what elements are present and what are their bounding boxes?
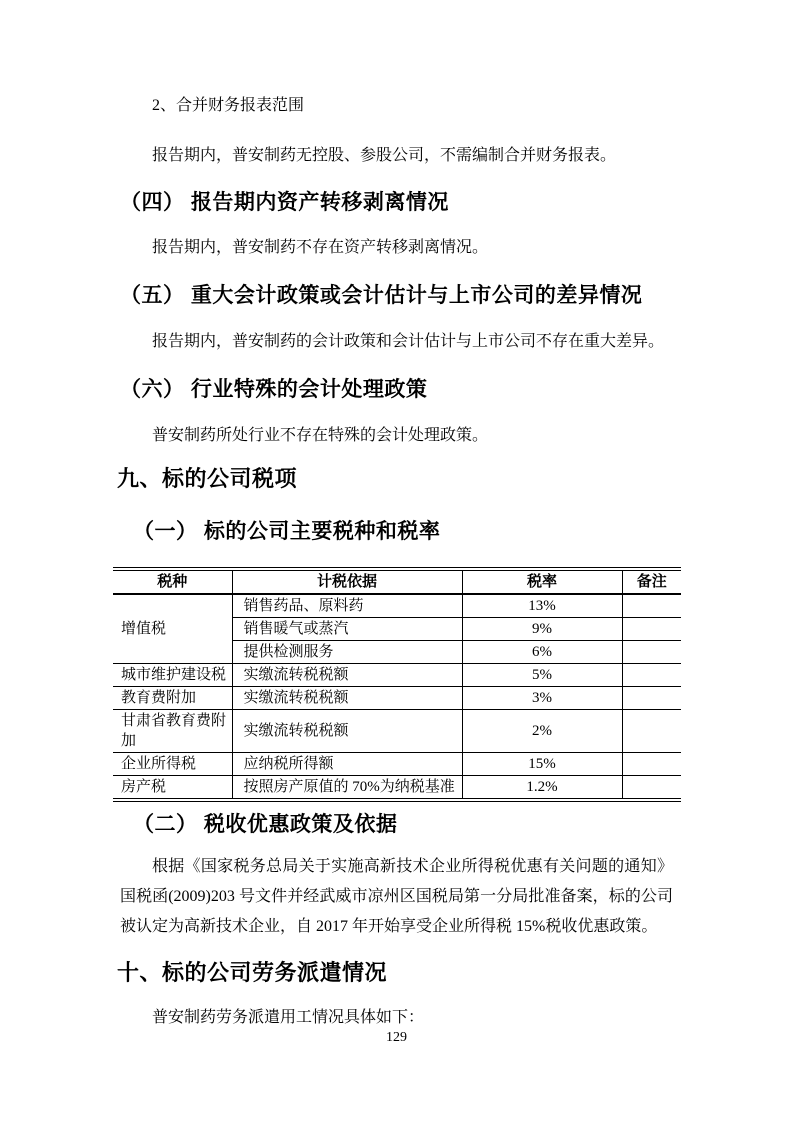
cell-tax-type: 企业所得税 bbox=[113, 753, 232, 776]
column-header-tax-rate: 税率 bbox=[462, 569, 622, 594]
paragraph-asset-transfer: 报告期内，普安制药不存在资产转移剥离情况。 bbox=[152, 239, 489, 256]
cell-basis: 实缴流转税税额 bbox=[232, 710, 462, 753]
cell-note bbox=[622, 594, 681, 618]
table-row bbox=[113, 753, 681, 776]
table-header-row bbox=[113, 569, 681, 594]
paragraph-industry-accounting: 普安制药所处行业不存在特殊的会计处理政策。 bbox=[152, 427, 489, 444]
cell-note bbox=[622, 776, 681, 801]
table-row bbox=[113, 594, 681, 618]
heading-section-4-asset-transfer: （四） 报告期内资产转移剥离情况 bbox=[120, 191, 449, 214]
cell-note bbox=[622, 753, 681, 776]
cell-basis: 销售暖气或蒸汽 bbox=[232, 618, 462, 641]
column-header-tax-basis: 计税依据 bbox=[232, 569, 462, 594]
heading-9-2-tax-incentives: （二） 税收优惠政策及依据 bbox=[133, 813, 398, 836]
cell-basis: 销售药品、原料药 bbox=[232, 594, 462, 618]
cell-basis: 应纳税所得额 bbox=[232, 753, 462, 776]
cell-rate: 9% bbox=[462, 618, 622, 641]
paragraph-labor-dispatch: 普安制药劳务派遣用工情况具体如下： bbox=[152, 1009, 425, 1026]
cell-note bbox=[622, 618, 681, 641]
cell-basis: 按照房产原值的 70%为纳税基准 bbox=[232, 776, 462, 801]
heading-chapter-9-tax-matters: 九、标的公司税项 bbox=[117, 466, 298, 491]
cell-note bbox=[622, 710, 681, 753]
cell-tax-type-vat: 增值税 bbox=[113, 594, 232, 664]
page-number: 129 bbox=[386, 1030, 407, 1045]
cell-tax-type: 甘肃省教育费附加 bbox=[113, 710, 232, 753]
cell-note bbox=[622, 687, 681, 710]
cell-rate: 2% bbox=[462, 710, 622, 753]
table-row bbox=[113, 664, 681, 687]
heading-section-6-industry-accounting: （六） 行业特殊的会计处理政策 bbox=[120, 378, 428, 401]
heading-9-1-main-taxes: （一） 标的公司主要税种和税率 bbox=[133, 520, 441, 543]
table-row bbox=[113, 776, 681, 801]
cell-note bbox=[622, 664, 681, 687]
column-header-tax-type: 税种 bbox=[113, 569, 232, 594]
paragraph-tax-incentive: 根据《国家税务总局关于实施高新技术企业所得税优惠有关问题的通知》国税函(2009)203 号文件并经武威市凉州区国税局第一分局批准备案，标的公司被认定为高新技术企业，自 2017 年开始享受企业所得税 15%税收优惠政策。 bbox=[120, 858, 673, 935]
cell-basis: 实缴流转税税额 bbox=[232, 664, 462, 687]
cell-tax-type: 教育费附加 bbox=[113, 687, 232, 710]
paragraph-accounting-diff: 报告期内，普安制药的会计政策和会计估计与上市公司不存在重大差异。 bbox=[152, 333, 665, 350]
cell-basis: 实缴流转税税额 bbox=[232, 687, 462, 710]
cell-rate: 6% bbox=[462, 641, 622, 664]
cell-basis: 提供检测服务 bbox=[232, 641, 462, 664]
heading-section-5-accounting-diff: （五） 重大会计政策或会计估计与上市公司的差异情况 bbox=[120, 284, 643, 307]
paragraph-consolidation: 报告期内，普安制药无控股、参股公司，不需编制合并财务报表。 bbox=[152, 147, 617, 164]
tax-rate-table bbox=[113, 567, 681, 802]
heading-chapter-10-labor-dispatch: 十、标的公司劳务派遣情况 bbox=[117, 960, 388, 985]
cell-rate: 5% bbox=[462, 664, 622, 687]
cell-note bbox=[622, 641, 681, 664]
cell-tax-type: 城市维护建设税 bbox=[113, 664, 232, 687]
list-item-consolidated-scope: 2、合并财务报表范围 bbox=[152, 97, 305, 114]
cell-rate: 15% bbox=[462, 753, 622, 776]
table-row bbox=[113, 710, 681, 753]
table-row bbox=[113, 687, 681, 710]
cell-rate: 1.2% bbox=[462, 776, 622, 801]
cell-rate: 13% bbox=[462, 594, 622, 618]
cell-tax-type: 房产税 bbox=[121, 779, 167, 795]
cell-rate: 3% bbox=[462, 687, 622, 710]
column-header-remark: 备注 bbox=[622, 569, 681, 594]
